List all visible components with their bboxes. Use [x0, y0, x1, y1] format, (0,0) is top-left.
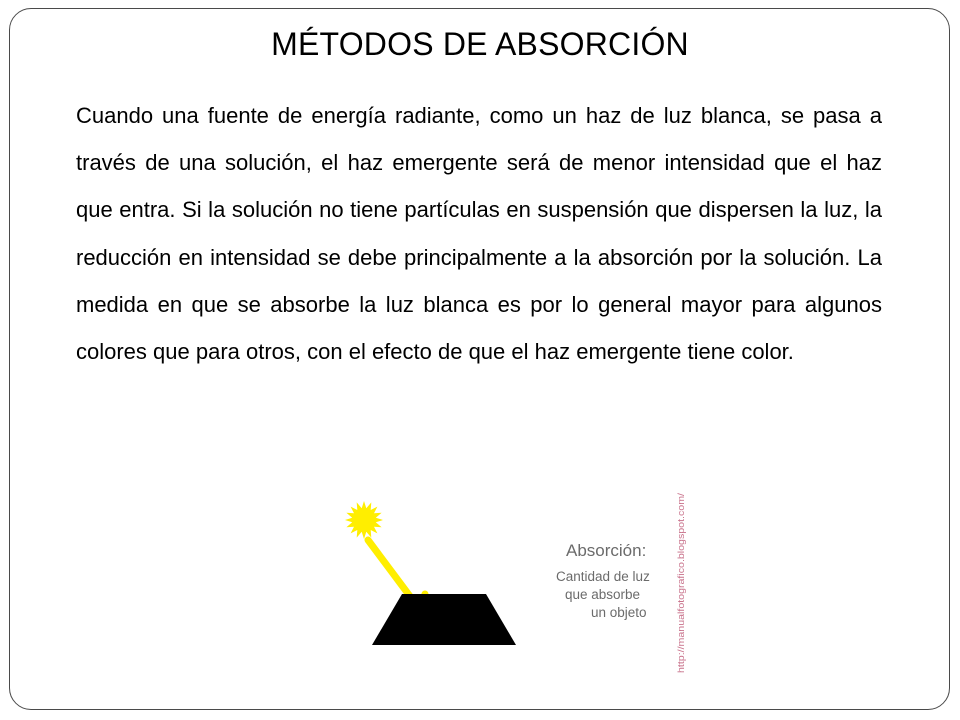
caption-heading: Absorción:	[566, 541, 647, 560]
caption-line-1: Cantidad de luz	[556, 569, 650, 584]
caption-line-3: un objeto	[591, 605, 647, 620]
body-paragraph: Cuando una fuente de energía radiante, como un haz de luz blanca, se pasa a través de una solución, el haz emergente será de menor intensidad que el haz que entra. Si la solución no tiene partículas en suspensión que dispersen la luz, la reducción en intensidad se debe principalmente a la absorción por la solución. La medida en que se absorbe la luz blanca es por lo general mayor para algunos colores que para otros, con el efecto de que el haz emergente tiene color.	[76, 103, 882, 365]
sun-icon	[345, 501, 383, 539]
absorbing-object	[372, 594, 516, 645]
caption-line-2: que absorbe	[565, 587, 641, 602]
absorption-illustration	[330, 490, 700, 680]
slide-title: MÉTODOS DE ABSORCIÓN	[271, 26, 689, 62]
watermark-url: http://manualfotografico.blogspot.com/	[676, 511, 687, 673]
